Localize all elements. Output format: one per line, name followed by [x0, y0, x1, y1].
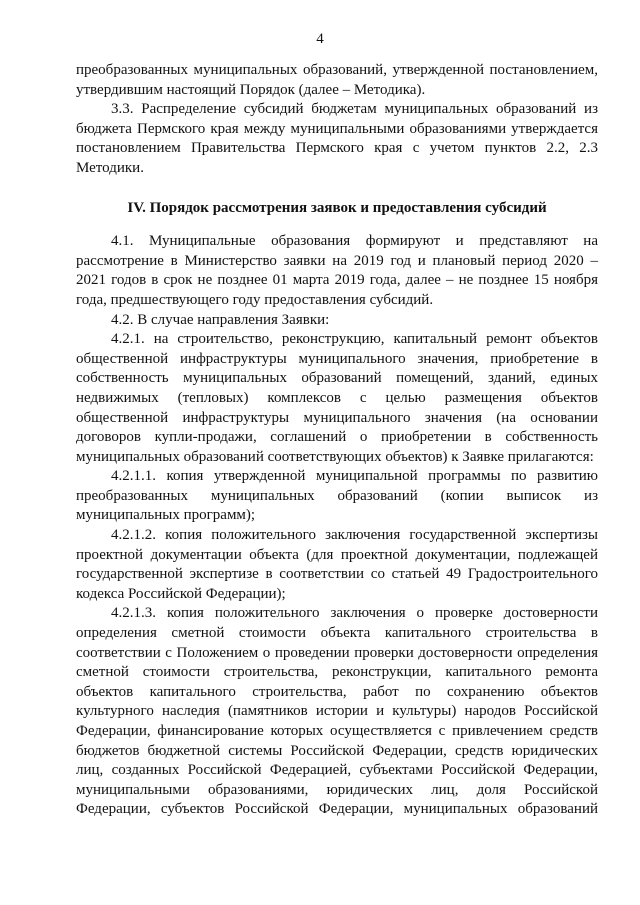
paragraph-3-3: 3.3. Распределение субсидий бюджетам муниципальных образований из бюджета Пермского края между муниципальными образованиями утверждается постановлением Правительства Пермского края с учетом пунктов 2.2, 2.3 Методики.	[76, 101, 598, 176]
paragraph-4-2-1-2: 4.2.1.2. копия положительного заключения государственной экспертизы проектной документации объекта (для проектной документации, подлежащей государственной экспертизе в соответствии со статьей 49 Градостроительного кодекса Российской Федерации);	[76, 527, 598, 602]
paragraph-4-2: 4.2. В случае направления Заявки:	[111, 311, 330, 328]
section-heading: IV. Порядок рассмотрения заявок и предоставления субсидий	[127, 199, 547, 216]
paragraph-4-2-1: 4.2.1. на строительство, реконструкцию, капитальный ремонт объектов общественной инфраструктуры муниципального значения, приобретение в собственность муниципальных образований помещений, зданий, единых недвижимых (тепловых) комплексов с целью размещения объектов общественной инфраструктуры муниципального значения (на основании договоров купли-продажи, соглашений о приобретении в собственность муниципальных образований соответствующих объектов) к Заявке прилагаются:	[76, 331, 598, 465]
paragraph-continuation: преобразованных муниципальных образований, утвержденной постановлением, утвердившим настоящий Порядок (далее – Методика).	[76, 62, 598, 98]
paragraph-4-1: 4.1. Муниципальные образования формируют и представляют на рассмотрение в Министерство заявки на 2019 год и плановый период 2020 – 2021 годов в срок не позднее 01 марта 2019 года, далее – не позднее 15 ноября года, предшествующего году предоставления субсидий.	[76, 233, 598, 308]
paragraph-4-2-1-3: 4.2.1.3. копия положительного заключения о проверке достоверности определения сметной стоимости объекта капитального строительства в соответствии с Положением о проведении проверки достоверности определения сметной стоимости строительства, реконструкции, капитального ремонта объектов капитального строительства, работ по сохранению объектов культурного наследия (памятников истории и культуры) народов Российской Федерации, финансирование которых осуществляется с привлечением средств бюджетов бюджетной системы Российской Федерации, средств юридических лиц, созданных Российской Федерацией, субъектами Российской Федерации, муниципальными образованиями, юридических лиц, доля Российской Федерации, субъектов Российской Федерации, муниципальных образований	[76, 605, 598, 818]
document-body	[76, 61, 598, 820]
page-number: 4	[316, 31, 324, 47]
paragraph-4-2-1-1: 4.2.1.1. копия утвержденной муниципальной программы по развитию преобразованных муниципальных образований (копии выписок из муниципальных программ);	[76, 468, 598, 524]
